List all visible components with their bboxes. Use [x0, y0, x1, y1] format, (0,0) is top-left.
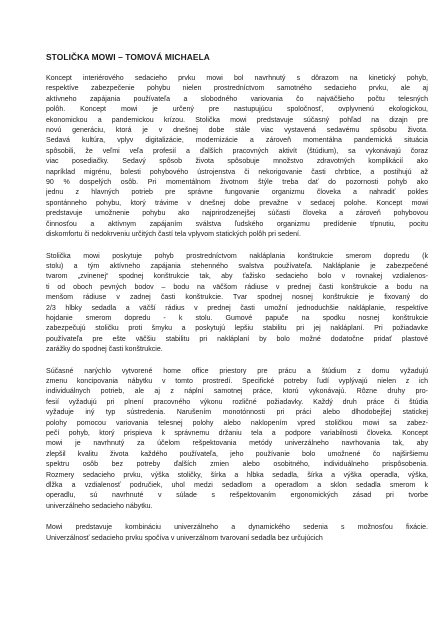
document-title: STOLIČKA MOWI – TOMOVÁ MICHAELA	[46, 52, 210, 62]
paragraph-line: Koncept interiérového sedacieho prvku mowi bol navrhnutý s dôrazom na kinetický pohyb,	[46, 75, 428, 82]
paragraph-line: Stolička mowi poskytuje pohyb prostredníctvom nakláplania konštrukcie smerom dopredu (k	[46, 252, 428, 260]
paragraph-line: vyžaduje iný typ sústredenia. Narušením monotónnosti pri práci alebo dlhodobejšej statickej	[46, 409, 428, 417]
paragraph-line: novú generáciu, ktorá je v dnešnej dobe stále viac vystavená sedavému spôsobu života.	[46, 127, 428, 135]
paragraph-line: polohy pomocou variovania telesnej polohy alebo naklopením vpred stoličkou mowi sa zabez-	[46, 419, 428, 427]
paragraph-line: menšom rádiuse v zadnej časti konštrukcie. Tvar spodnej nosnej konštrukcie je fixovaný do	[46, 294, 428, 302]
paragraph-line: univerzálneho sedacieho nábytku.	[46, 502, 153, 510]
paragraph-line: napríklad migrénu, bolesti pohybového ústrojenstva či nekorigovanie časti chrbtice, a postihujú až	[46, 168, 428, 176]
paragraph-line: 2/3 hĺbky sedadla a väčší rádius v prednej časti umožní jednoduchšie nakláplanie, respektíve	[46, 304, 428, 312]
paragraph-line: pečí pohyb, ktorý prispieva k správnemu držaniu tela a podpore variabilnosti človeka. Koncept	[46, 430, 428, 437]
paragraph-line: činnosťou a aktívnym zapájaním sválstva ľudského organizmu predídenie tŕpnutiu, pocitu	[46, 220, 428, 228]
paragraph-line: spôsobili, že veľmi veľa profesií a ďalších pracovných aktivít (štúdium), sa vykonávajú čoraz	[46, 147, 428, 155]
paragraph-line: dĺžka a vzdialenosť područiek, uhol medzi sedadlom a operadlom a sklon sedadla smerom k	[46, 482, 428, 490]
document-body	[46, 74, 428, 544]
paragraph-line: operadlu, sú navrhnuté v súlade s rešpektovaním ergonomických zásad pri tvorbe	[46, 492, 428, 500]
paragraph-line: Mowi predstavuje kombináciu univerzálneho a dynamického sedenia s možnosťou fixácie.	[46, 524, 428, 532]
paragraph-line: Sedavá kultúra, vplyv digitalizácie, modernizácie a zároveň momentálna pandemická situácia	[46, 137, 428, 145]
paragraph-line: Súčasné narýchlo vytvorené home office priestory pre prácu a štúdium z domu vyžadujú	[46, 367, 428, 375]
paragraph-line: polôh. Koncept mowi je určený pre nastupujúcu spoločnosť, ovplyvnenú ekologickou,	[46, 106, 428, 114]
paragraph	[46, 367, 428, 513]
paragraph-line: Univerzálnosť sedacieho prvku spočíva v univerzálnom tvarovaní sedadla bez určujúcich	[46, 534, 323, 542]
paragraph-line: zlepšil kvalitu života každého používateľa, jeho používanie bolo umožnené čo najširšiemu	[46, 450, 428, 458]
paragraph-line: používateľa pre ešte väčšiu stabilitu pri nakláplaní by bolo možné dodatočne pridať plastové	[46, 335, 428, 343]
paragraph-line: zarážky do spodnej časti konštrukcie.	[46, 346, 163, 354]
paragraph-line: diskomfortu či nedokrveniu určitých častí tela vplyvom statických polôh pri sedení.	[46, 231, 301, 239]
paragraph-line: aktívneho zapájania používateľa a slobodného variovania čo najväčšieho počtu telesných	[46, 95, 428, 103]
paragraph-line: predstavuje umožnenie pohybu ako najprirodzenejšej súčasti človeka a zároveň pohybovou	[46, 210, 428, 218]
paragraph-line: ti od oboch pevných bodov – bodu na väčšom rádiuse v prednej časti konštrukcie a bodu na	[46, 283, 428, 291]
paragraph	[46, 252, 428, 356]
paragraph-line: spontánneho pohybu, ktorý trávime v dnešnej dobe prevažne v sedacej polohe. Koncept mowi	[46, 199, 428, 207]
paragraph-line: tvarom „zvinenej“ spodnej konštrukcie tak, aby ťažisko sedacieho bolo v rovnakej vzdialenos-	[46, 273, 428, 281]
paragraph-line: mowi je navrhnutý za účelom rešpektovania metódy univerzálneho navrhovania tak, aby	[46, 440, 428, 448]
paragraph-line: respektíve zabezpečenie pohybu nielen prostredníctvom samotného sedacieho prvku, ale aj	[46, 85, 428, 93]
paragraph-line: hojdanie smerom dopredu - k stolu. Gumové papuče na spodku nosnej konštrukcie	[46, 314, 428, 322]
paragraph-line: stolu) a tým aktívneho zapájania stehenného svalstva používateľa. Nakláplanie je zabezpečené	[46, 262, 428, 270]
paragraph-line: spektru osôb bez potreby ďalších zmien alebo osobitného, individuálneho prispôsobenia.	[46, 461, 428, 469]
paragraph-line: ekonomickou a pandemickou krízou. Stolička mowi predstavuje súčasný pohľad na dizajn pre	[46, 116, 428, 124]
paragraph-line: Rozmery sedacieho prvku, výška stoličky, šírka a hĺbka sedadla, šírka a výška operadla, výška,	[46, 471, 428, 479]
paragraph-line: fesií vyžadujú pri plnení pracovného výkonu rozličné požiadavky. Každý druh práce či štúdia	[46, 398, 428, 406]
paragraph-line: zmenu koncipovania nábytku v tomto prostredí. Špecifické potreby ľudí vyplývajú nielen z ich	[46, 377, 428, 385]
paragraph-line: individuálnych potrieb, ale aj z náplní samotnej práce, ktorú vykonávajú. Rôzne druhy pro-	[46, 388, 428, 396]
paragraph-line: jednu z hlavných potrieb pre správne fungovanie organizmu človeka a nahradiť pokles	[46, 189, 428, 197]
paragraph-line: viac posediačky. Sedavý spôsob života spôsobuje množstvo zdravotných komplikácií ako	[46, 158, 428, 166]
paragraph	[46, 74, 428, 241]
paragraph-line: 90 % dospelých osôb. Pri momentálnom životnom štýle treba dať do pozornosti pohyb ako	[46, 179, 428, 187]
paragraph	[46, 523, 428, 544]
document-page	[46, 52, 428, 555]
paragraph-line: zabezpečujú stoličku proti šmyku a poskytujú lepšiu stabilitu pri jej nakláplaní. Pri požiadavke	[46, 325, 428, 333]
